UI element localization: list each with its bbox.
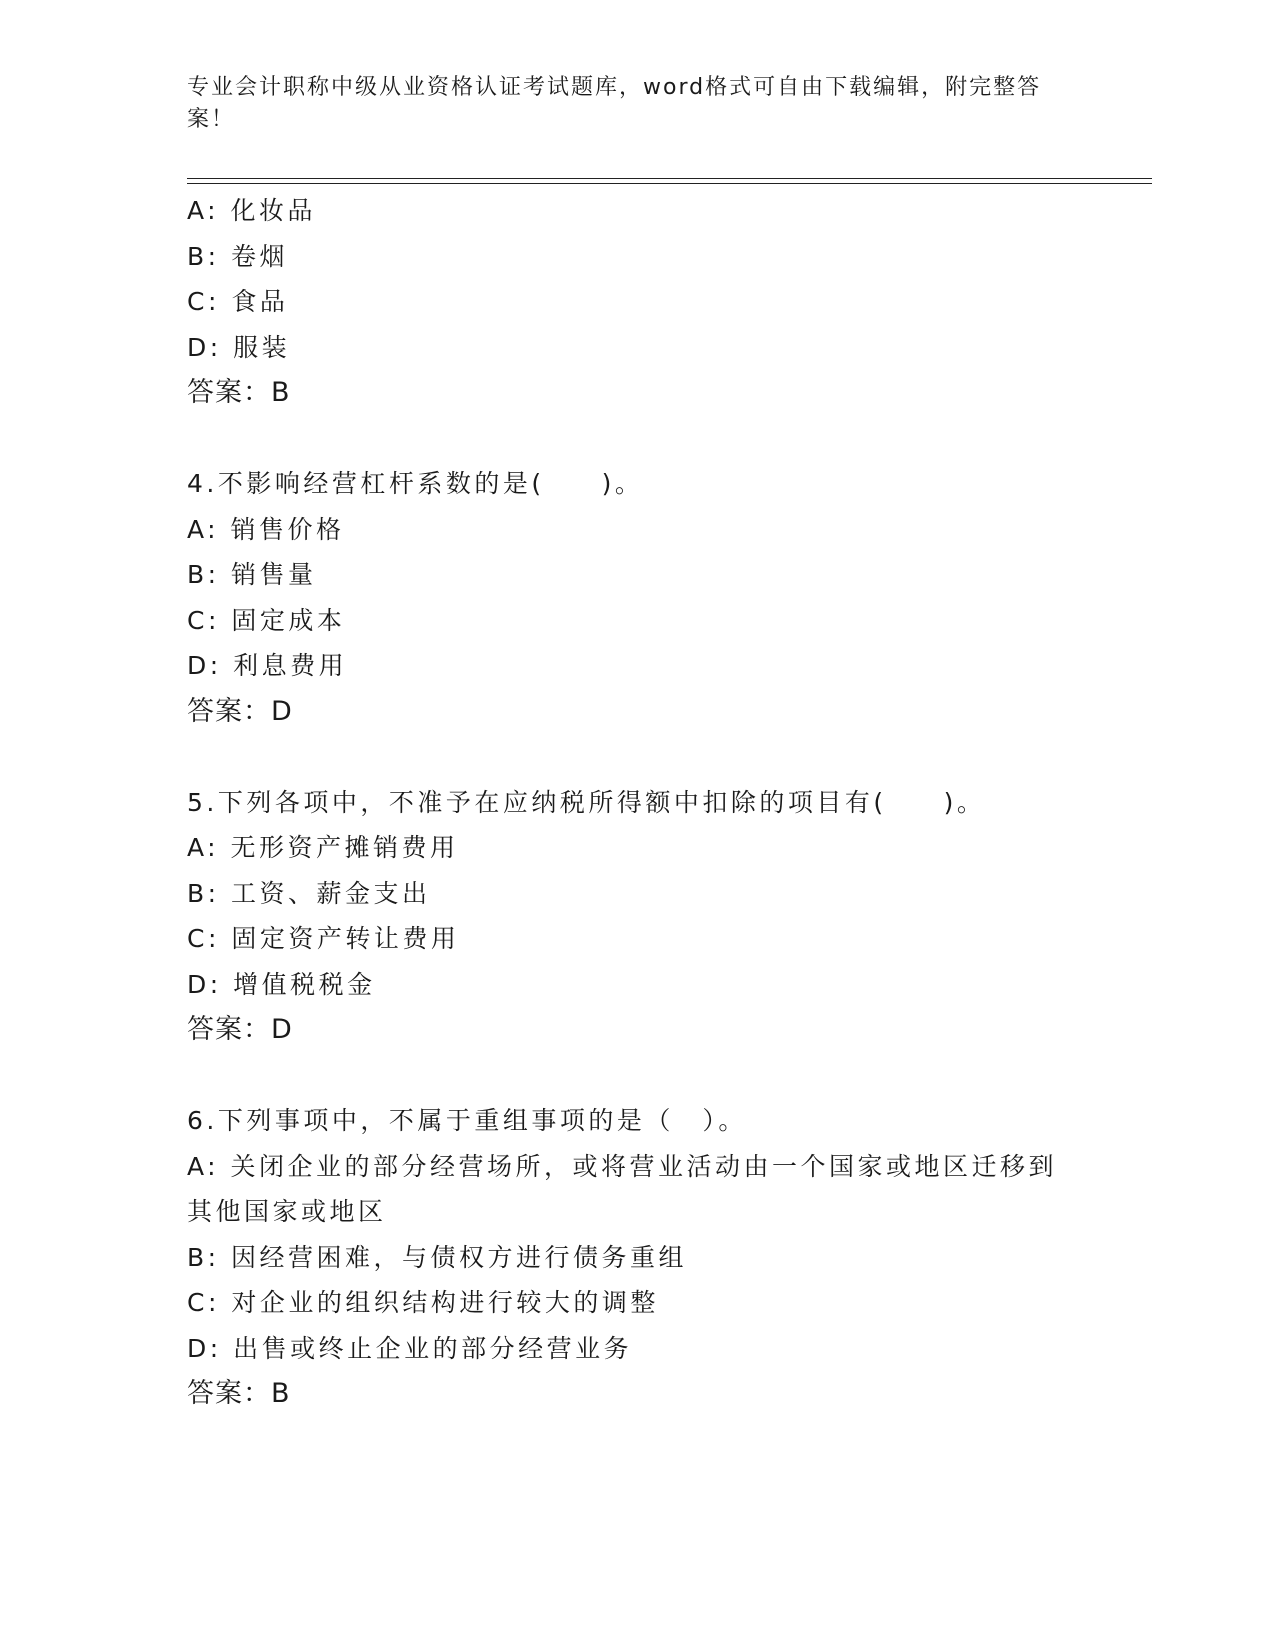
question-6-block: [187, 1098, 1087, 1417]
question-4-stem: 4.不影响经营杠杆系数的是( )。: [187, 469, 644, 498]
question-6-option-a: A: 关闭企业的部分经营场所，或将营业活动由一个国家或地区迁移到其他国家或地区: [187, 1151, 1058, 1226]
question-3-option-c: C: 食品: [187, 287, 289, 316]
question-5-option-b: B: 工资、薪金支出: [187, 878, 431, 908]
spacer: [187, 416, 1087, 462]
spacer: [187, 734, 1087, 780]
question-3-option-b: B: 卷烟: [187, 241, 289, 271]
question-4-option-c: C: 固定成本: [187, 605, 346, 635]
question-list: [187, 188, 1087, 1417]
question-4-block: [187, 461, 1087, 734]
question-6-option-b: B: 因经营困难，与债权方进行债务重组: [187, 1242, 688, 1272]
question-5-option-c: C: 固定资产转让费用: [187, 924, 460, 953]
question-3-block: [187, 188, 1087, 416]
spacer: [187, 1053, 1087, 1099]
question-5-option-a: A: 无形资产摊销费用: [187, 833, 459, 862]
question-4-option-a: A: 销售价格: [187, 514, 345, 544]
question-5-block: [187, 780, 1087, 1053]
question-4-option-b: B: 销售量: [187, 560, 317, 589]
question-5-answer: 答案：D: [187, 1014, 293, 1045]
question-5-stem: 5.下列各项中，不准予在应纳税所得额中扣除的项目有( )。: [187, 787, 986, 817]
question-4-option-d: D: 利息费用: [187, 651, 348, 680]
question-6-option-d: D: 出售或终止企业的部分经营业务: [187, 1333, 633, 1363]
question-3-answer: 答案：B: [187, 377, 291, 408]
question-5-option-d: D: 增值税税金: [187, 969, 376, 999]
question-6-option-c: C: 对企业的组织结构进行较大的调整: [187, 1288, 659, 1317]
header-divider-top: [187, 178, 1152, 179]
question-6-answer: 答案：B: [187, 1378, 291, 1409]
question-3-option-d: D: 服装: [187, 332, 291, 362]
question-3-option-a: A: 化妆品: [187, 196, 317, 225]
question-4-answer: 答案：D: [187, 695, 293, 727]
header-divider-bottom: [187, 183, 1152, 184]
header-note: 专业会计职称中级从业资格认证考试题库，word格式可自由下载编辑，附完整答案！: [187, 75, 1042, 132]
question-6-stem: 6.下列事项中，不属于重组事项的是（ ）。: [187, 1106, 747, 1135]
